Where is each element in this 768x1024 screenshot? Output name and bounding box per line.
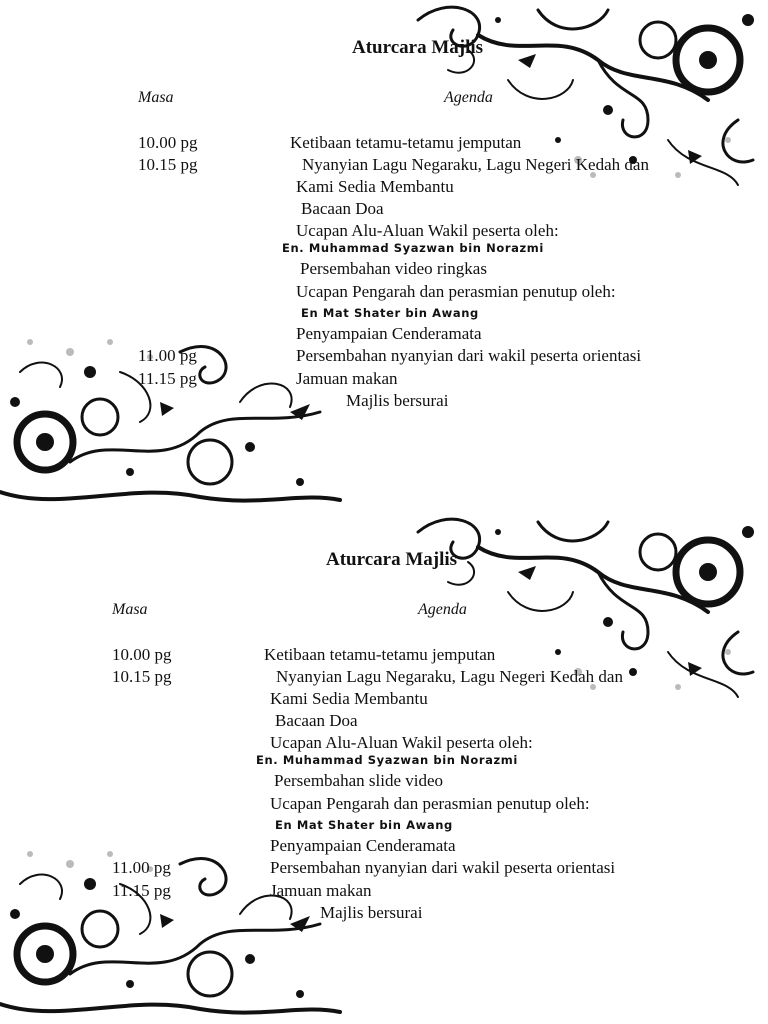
agenda-item: Majlis bersurai [346, 391, 449, 410]
agenda-item: Penyampaian Cenderamata [296, 324, 482, 343]
column-header-masa: Masa [138, 89, 174, 106]
agenda-item: Bacaan Doa [275, 711, 358, 730]
speaker-name: En Mat Shater bin Awang [275, 818, 453, 832]
agenda-item: Jamuan makan [296, 369, 398, 388]
agenda-item: Kami Sedia Membantu [296, 177, 454, 196]
time-slot: 11.00 pg [112, 858, 171, 877]
time-slot: 10.15 pg [112, 667, 172, 686]
speaker-name: En Mat Shater bin Awang [301, 306, 479, 320]
agenda-item: Ketibaan tetamu-tetamu jemputan [264, 645, 496, 664]
agenda-item: Persembahan nyanyian dari wakil peserta orientasi [270, 858, 616, 877]
agenda-item: Bacaan Doa [301, 199, 384, 218]
agenda-item: Majlis bersurai [320, 903, 423, 922]
agenda-item: Ucapan Pengarah dan perasmian penutup oleh: [296, 282, 616, 301]
program-content [0, 512, 742, 1024]
agenda-item: Nyanyian Lagu Negaraku, Lagu Negeri Kedah dan [302, 155, 649, 174]
speaker-name: En. Muhammad Syazwan bin Norazmi [256, 753, 518, 767]
agenda-item: Ketibaan tetamu-tetamu jemputan [290, 133, 522, 152]
agenda-item: Jamuan makan [270, 881, 372, 900]
time-slot: 11.00 pg [138, 346, 197, 365]
agenda-item: Nyanyian Lagu Negaraku, Lagu Negeri Kedah dan [276, 667, 623, 686]
column-header-agenda: Agenda [444, 89, 493, 106]
agenda-item: Persembahan slide video [274, 771, 444, 790]
time-slot: 11.15 pg [138, 369, 197, 388]
agenda-item: Ucapan Alu-Aluan Wakil peserta oleh: [270, 733, 533, 752]
time-slot: 10.00 pg [138, 133, 198, 152]
time-slot: 10.15 pg [138, 155, 198, 174]
time-slot: 10.00 pg [112, 645, 172, 664]
page-title: Aturcara Majlis [326, 549, 458, 570]
agenda-item: Ucapan Pengarah dan perasmian penutup oleh: [270, 794, 590, 813]
speaker-name: En. Muhammad Syazwan bin Norazmi [282, 241, 544, 255]
agenda-item: Persembahan video ringkas [300, 259, 487, 278]
column-header-masa: Masa [112, 601, 148, 618]
column-header-agenda: Agenda [418, 601, 467, 618]
agenda-item: Persembahan nyanyian dari wakil peserta orientasi [296, 346, 642, 365]
page-title: Aturcara Majlis [352, 37, 484, 58]
agenda-item: Penyampaian Cenderamata [270, 836, 456, 855]
agenda-item: Kami Sedia Membantu [270, 689, 428, 708]
time-slot: 11.15 pg [112, 881, 171, 900]
agenda-item: Ucapan Alu-Aluan Wakil peserta oleh: [296, 221, 559, 240]
program-card-2 [0, 512, 768, 1024]
